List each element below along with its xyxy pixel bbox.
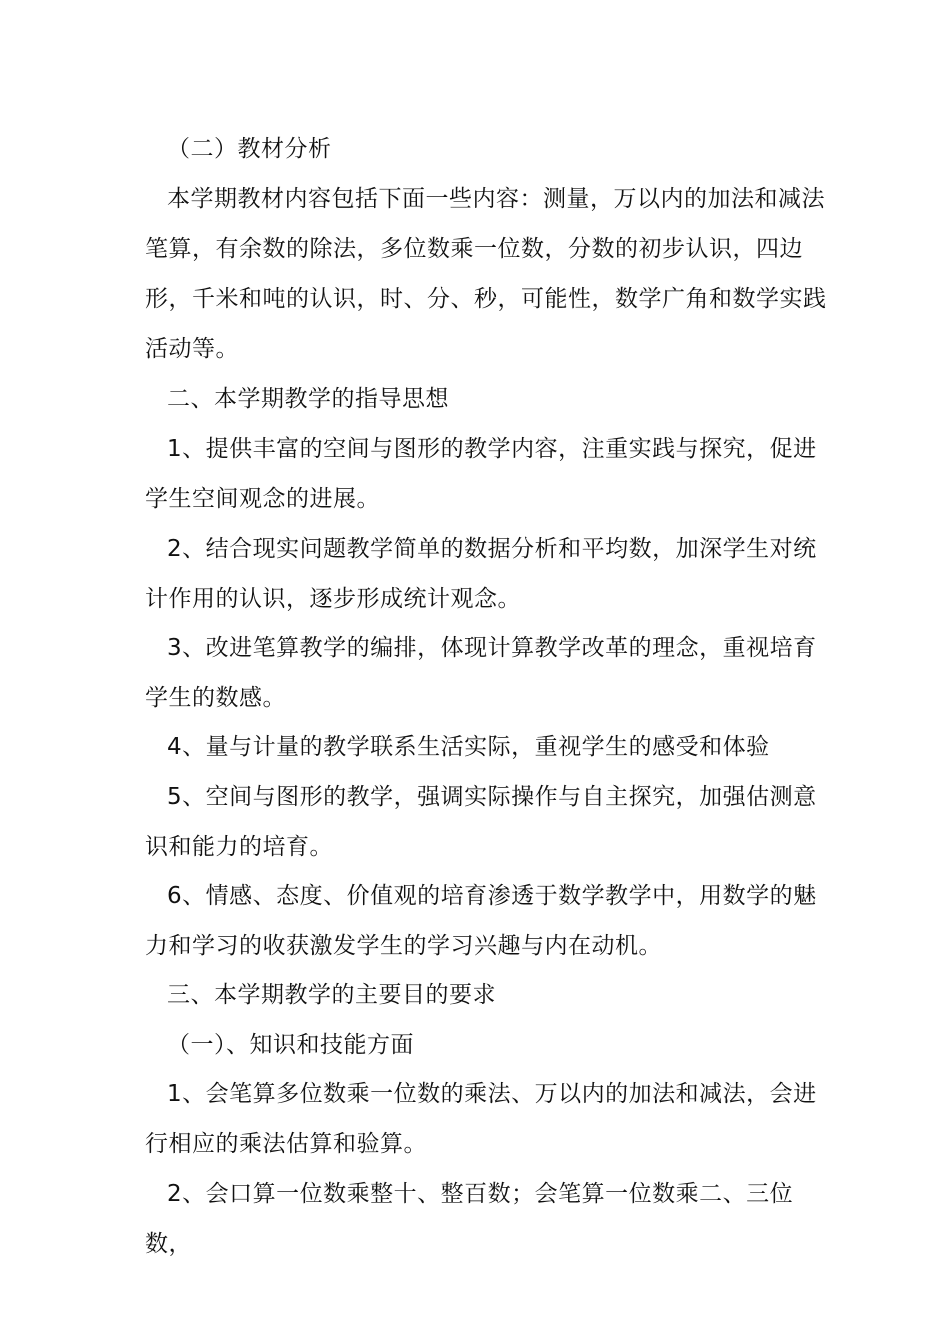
list-item-1: 1、提供丰富的空间与图形的教学内容，注重实践与探究，促进学生空间观念的进展。 [145,436,817,512]
section-heading-guiding-ideas: 二、本学期教学的指导思想 [167,386,449,412]
section-heading-textbook-analysis: （二）教材分析 [167,136,332,162]
section-heading-main-goals: 三、本学期教学的主要目的要求 [167,982,496,1008]
subsection-heading-knowledge-skills: （一）、知识和技能方面 [167,1032,414,1058]
paragraph-textbook-content: 本学期教材内容包括下面一些内容：测量，万以内的加法和减法笔算，有余数的除法，多位数乘一位数，分数的初步认识，四边形，千米和吨的认识，时、分、秒，可能性，数学广角和数学实践活动等。 [145,186,827,362]
list-item-4: 4、量与计量的教学联系生活实际，重视学生的感受和体验 [167,734,770,760]
list-item-5: 5、空间与图形的教学，强调实际操作与自主探究，加强估测意识和能力的培育。 [145,784,817,860]
goal-item-2: 2、会口算一位数乘整十、整百数；会笔算一位数乘二、三位数， [145,1181,794,1257]
list-item-3: 3、改进笔算教学的编排，体现计算教学改革的理念，重视培育学生的数感。 [145,635,817,711]
goal-item-1: 1、会笔算多位数乘一位数的乘法、万以内的加法和减法，会进行相应的乘法估算和验算。 [145,1081,817,1157]
list-item-6: 6、情感、态度、价值观的培育渗透于数学教学中，用数学的魅力和学习的收获激发学生的学习兴趣与内在动机。 [145,883,817,959]
list-item-2: 2、结合现实问题教学简单的数据分析和平均数，加深学生对统计作用的认识，逐步形成统计观念。 [145,536,817,612]
